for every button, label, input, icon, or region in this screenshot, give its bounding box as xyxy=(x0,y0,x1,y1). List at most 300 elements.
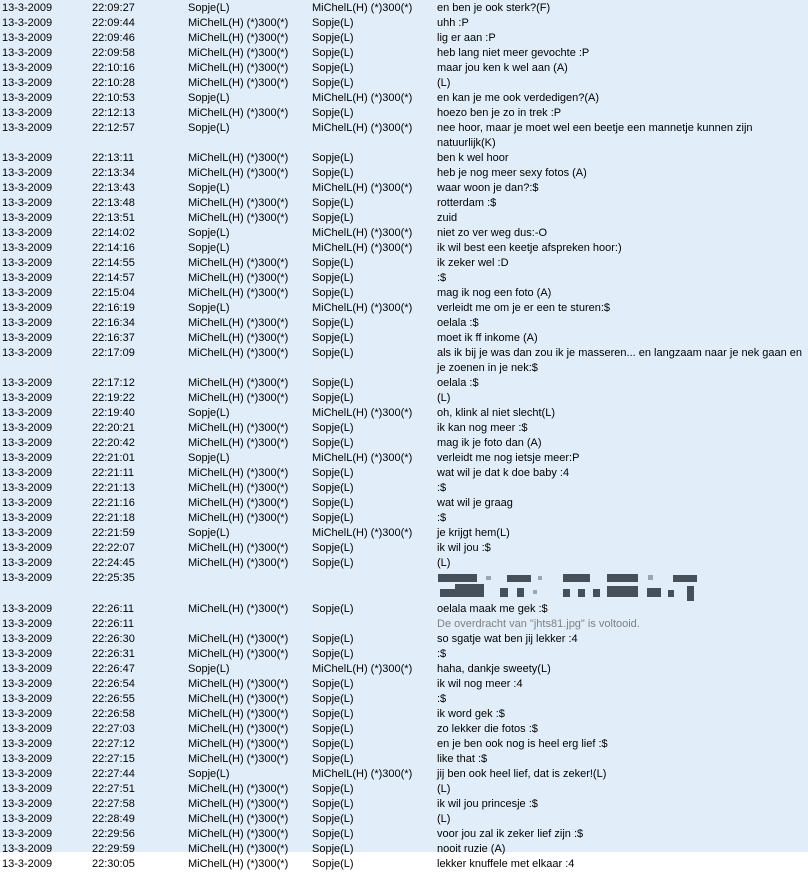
message-cell: hoezo ben je zo in trek :P xyxy=(437,107,562,119)
date-cell: 13-3-2009 xyxy=(2,317,53,329)
date-cell: 13-3-2009 xyxy=(2,512,53,524)
log-row xyxy=(0,226,808,241)
date-cell: 13-3-2009 xyxy=(2,843,53,855)
message-cell: jij ben ook heel lief, dat is zeker!(L) xyxy=(437,768,607,780)
date-cell: 13-3-2009 xyxy=(2,2,53,14)
time-cell: 22:10:16 xyxy=(92,62,135,74)
message-cell: uhh :P xyxy=(437,17,469,29)
log-row xyxy=(0,451,808,466)
date-cell: 13-3-2009 xyxy=(2,197,53,209)
receiver-cell: Sopje(L) xyxy=(312,828,354,840)
receiver-cell: Sopje(L) xyxy=(312,167,354,179)
receiver-cell: MiChelL(H) (*)300(*) xyxy=(312,2,413,14)
receiver-cell: Sopje(L) xyxy=(312,633,354,645)
date-cell: 13-3-2009 xyxy=(2,678,53,690)
log-row xyxy=(0,106,808,121)
receiver-cell: MiChelL(H) (*)300(*) xyxy=(312,302,413,314)
date-cell: 13-3-2009 xyxy=(2,182,53,194)
receiver-cell: Sopje(L) xyxy=(312,723,354,735)
date-cell: 13-3-2009 xyxy=(2,693,53,705)
receiver-cell: Sopje(L) xyxy=(312,107,354,119)
sender-cell: MiChelL(H) (*)300(*) xyxy=(188,738,289,750)
date-cell: 13-3-2009 xyxy=(2,32,53,44)
sender-cell: MiChelL(H) (*)300(*) xyxy=(188,828,289,840)
date-cell: 13-3-2009 xyxy=(2,738,53,750)
log-row xyxy=(0,121,808,151)
receiver-cell: Sopje(L) xyxy=(312,798,354,810)
chat-log-rows xyxy=(0,1,808,872)
log-row xyxy=(0,376,808,391)
sender-cell: MiChelL(H) (*)300(*) xyxy=(188,512,289,524)
time-cell: 22:14:02 xyxy=(92,227,135,239)
log-row xyxy=(0,1,808,16)
log-row xyxy=(0,211,808,226)
message-cell: en ben je ook sterk?(F) xyxy=(437,2,551,14)
log-row xyxy=(0,541,808,556)
message-cell: heb lang niet meer gevochte :P xyxy=(437,47,590,59)
log-row xyxy=(0,752,808,767)
message-cell: zuid xyxy=(437,212,458,224)
receiver-cell: Sopje(L) xyxy=(312,482,354,494)
message-cell: (L) xyxy=(437,813,451,825)
sender-cell: MiChelL(H) (*)300(*) xyxy=(188,798,289,810)
time-cell: 22:09:44 xyxy=(92,17,135,29)
time-cell: 22:13:34 xyxy=(92,167,135,179)
receiver-cell: Sopje(L) xyxy=(312,257,354,269)
receiver-cell: Sopje(L) xyxy=(312,467,354,479)
sender-cell: MiChelL(H) (*)300(*) xyxy=(188,693,289,705)
receiver-cell: Sopje(L) xyxy=(312,17,354,29)
time-cell: 22:13:51 xyxy=(92,212,135,224)
sender-cell: Sopje(L) xyxy=(188,527,230,539)
date-cell: 13-3-2009 xyxy=(2,47,53,59)
time-cell: 22:21:59 xyxy=(92,527,135,539)
time-cell: 22:15:04 xyxy=(92,287,135,299)
sender-cell: MiChelL(H) (*)300(*) xyxy=(188,347,289,359)
receiver-cell: Sopje(L) xyxy=(312,392,354,404)
sender-cell: MiChelL(H) (*)300(*) xyxy=(188,332,289,344)
message-cell: lig er aan :P xyxy=(437,32,496,44)
log-row xyxy=(0,406,808,421)
log-row xyxy=(0,677,808,692)
sender-cell: Sopje(L) xyxy=(188,407,230,419)
time-cell: 22:29:56 xyxy=(92,828,135,840)
sender-cell: MiChelL(H) (*)300(*) xyxy=(188,377,289,389)
message-cell: verleidt me nog ietsje meer:P xyxy=(437,452,580,464)
date-cell: 13-3-2009 xyxy=(2,152,53,164)
sender-cell: MiChelL(H) (*)300(*) xyxy=(188,723,289,735)
date-cell: 13-3-2009 xyxy=(2,603,53,615)
time-cell: 22:16:37 xyxy=(92,332,135,344)
sender-cell: Sopje(L) xyxy=(188,452,230,464)
receiver-cell: Sopje(L) xyxy=(312,542,354,554)
log-row xyxy=(0,692,808,707)
message-cell: oelala :$ xyxy=(437,317,479,329)
receiver-cell: Sopje(L) xyxy=(312,858,354,870)
date-cell: 13-3-2009 xyxy=(2,332,53,344)
time-cell: 22:10:53 xyxy=(92,92,135,104)
sender-cell: Sopje(L) xyxy=(188,92,230,104)
date-cell: 13-3-2009 xyxy=(2,122,53,134)
message-cell: (L) xyxy=(437,783,451,795)
log-row xyxy=(0,857,808,872)
time-cell: 22:27:03 xyxy=(92,723,135,735)
log-row xyxy=(0,797,808,812)
date-cell: 13-3-2009 xyxy=(2,798,53,810)
date-cell: 13-3-2009 xyxy=(2,542,53,554)
sender-cell: MiChelL(H) (*)300(*) xyxy=(188,17,289,29)
log-row xyxy=(0,421,808,436)
date-cell: 13-3-2009 xyxy=(2,392,53,404)
log-row xyxy=(0,331,808,346)
message-cell: ik wil jou :$ xyxy=(437,542,491,554)
sender-cell: MiChelL(H) (*)300(*) xyxy=(188,212,289,224)
date-cell: 13-3-2009 xyxy=(2,663,53,675)
message-cell: :$ xyxy=(437,648,447,660)
message-cell: ik zeker wel :D xyxy=(437,257,509,269)
date-cell: 13-3-2009 xyxy=(2,257,53,269)
receiver-cell: Sopje(L) xyxy=(312,287,354,299)
date-cell: 13-3-2009 xyxy=(2,377,53,389)
log-row xyxy=(0,737,808,752)
receiver-cell: Sopje(L) xyxy=(312,332,354,344)
message-cell: (L) xyxy=(437,557,451,569)
log-row xyxy=(0,151,808,166)
time-cell: 22:09:46 xyxy=(92,32,135,44)
log-row xyxy=(0,617,808,632)
receiver-cell: Sopje(L) xyxy=(312,738,354,750)
sender-cell: MiChelL(H) (*)300(*) xyxy=(188,648,289,660)
message-cell: zo lekker die fotos :$ xyxy=(437,723,538,735)
receiver-cell: Sopje(L) xyxy=(312,212,354,224)
time-cell: 22:26:54 xyxy=(92,678,135,690)
log-row xyxy=(0,647,808,662)
log-row xyxy=(0,571,808,602)
date-cell: 13-3-2009 xyxy=(2,227,53,239)
log-row xyxy=(0,301,808,316)
message-cell: rotterdam :$ xyxy=(437,197,497,209)
receiver-cell: MiChelL(H) (*)300(*) xyxy=(312,227,413,239)
log-row xyxy=(0,31,808,46)
date-cell: 13-3-2009 xyxy=(2,527,53,539)
sender-cell: Sopje(L) xyxy=(188,768,230,780)
sender-cell: Sopje(L) xyxy=(188,2,230,14)
sender-cell: MiChelL(H) (*)300(*) xyxy=(188,603,289,615)
time-cell: 22:26:31 xyxy=(92,648,135,660)
log-row xyxy=(0,481,808,496)
log-row xyxy=(0,722,808,737)
time-cell: 22:13:11 xyxy=(92,152,135,164)
message-cell: oelala :$ xyxy=(437,377,479,389)
date-cell: 13-3-2009 xyxy=(2,708,53,720)
receiver-cell: Sopje(L) xyxy=(312,603,354,615)
log-row xyxy=(0,391,808,406)
receiver-cell: Sopje(L) xyxy=(312,62,354,74)
time-cell: 22:20:21 xyxy=(92,422,135,434)
sender-cell: MiChelL(H) (*)300(*) xyxy=(188,633,289,645)
date-cell: 13-3-2009 xyxy=(2,287,53,299)
sender-cell: Sopje(L) xyxy=(188,182,230,194)
receiver-cell: Sopje(L) xyxy=(312,47,354,59)
log-row xyxy=(0,196,808,211)
date-cell: 13-3-2009 xyxy=(2,497,53,509)
receiver-cell: Sopje(L) xyxy=(312,708,354,720)
log-row xyxy=(0,16,808,31)
receiver-cell: Sopje(L) xyxy=(312,813,354,825)
sender-cell: MiChelL(H) (*)300(*) xyxy=(188,257,289,269)
time-cell: 22:21:16 xyxy=(92,497,135,509)
time-cell: 22:26:11 xyxy=(92,618,135,630)
message-cell: ik wil best een keetje afspreken hoor:) xyxy=(437,242,622,254)
receiver-cell: Sopje(L) xyxy=(312,317,354,329)
message-cell: ik wil jou princesje :$ xyxy=(437,798,538,810)
time-cell: 22:17:09 xyxy=(92,347,135,359)
sender-cell: MiChelL(H) (*)300(*) xyxy=(188,317,289,329)
message-cell: (L) xyxy=(437,392,451,404)
log-row xyxy=(0,91,808,106)
message-cell: waar woon je dan?:$ xyxy=(437,182,539,194)
time-cell: 22:13:43 xyxy=(92,182,135,194)
time-cell: 22:09:58 xyxy=(92,47,135,59)
time-cell: 22:22:07 xyxy=(92,542,135,554)
sender-cell: MiChelL(H) (*)300(*) xyxy=(188,437,289,449)
message-cell: ik wil nog meer :4 xyxy=(437,678,523,690)
date-cell: 13-3-2009 xyxy=(2,648,53,660)
sender-cell: MiChelL(H) (*)300(*) xyxy=(188,32,289,44)
message-cell: lekker knuffele met elkaar :4 xyxy=(437,858,575,870)
message-cell: ik kan nog meer :$ xyxy=(437,422,528,434)
date-cell: 13-3-2009 xyxy=(2,783,53,795)
message-cell: als ik bij je was dan zou ik je masseren... en langzaam naar je nek gaan en je zoenen in je nek:$ xyxy=(437,347,803,374)
sender-cell: Sopje(L) xyxy=(188,122,230,134)
date-cell: 13-3-2009 xyxy=(2,272,53,284)
receiver-cell: Sopje(L) xyxy=(312,557,354,569)
sender-cell: MiChelL(H) (*)300(*) xyxy=(188,708,289,720)
log-row xyxy=(0,61,808,76)
message-cell: :$ xyxy=(437,693,447,705)
time-cell: 22:21:18 xyxy=(92,512,135,524)
time-cell: 22:26:30 xyxy=(92,633,135,645)
time-cell: 22:16:34 xyxy=(92,317,135,329)
log-row xyxy=(0,782,808,797)
message-cell: je krijgt hem(L) xyxy=(437,527,510,539)
log-row xyxy=(0,602,808,617)
message-cell: (L) xyxy=(437,77,451,89)
time-cell: 22:21:11 xyxy=(92,467,135,479)
message-cell: :$ xyxy=(437,272,447,284)
receiver-cell: Sopje(L) xyxy=(312,152,354,164)
sender-cell: MiChelL(H) (*)300(*) xyxy=(188,422,289,434)
receiver-cell: Sopje(L) xyxy=(312,678,354,690)
receiver-cell: MiChelL(H) (*)300(*) xyxy=(312,182,413,194)
receiver-cell: MiChelL(H) (*)300(*) xyxy=(312,527,413,539)
receiver-cell: Sopje(L) xyxy=(312,783,354,795)
message-cell: like that :$ xyxy=(437,753,488,765)
date-cell: 13-3-2009 xyxy=(2,572,53,584)
sender-cell: MiChelL(H) (*)300(*) xyxy=(188,843,289,855)
date-cell: 13-3-2009 xyxy=(2,633,53,645)
date-cell: 13-3-2009 xyxy=(2,302,53,314)
time-cell: 22:30:05 xyxy=(92,858,135,870)
date-cell: 13-3-2009 xyxy=(2,753,53,765)
time-cell: 22:14:55 xyxy=(92,257,135,269)
time-cell: 22:21:13 xyxy=(92,482,135,494)
message-cell: en kan je me ook verdedigen?(A) xyxy=(437,92,600,104)
message-cell: nee hoor, maar je moet wel een beetje een mannetje kunnen zijn natuurlijk(K) xyxy=(437,122,753,149)
sender-cell: MiChelL(H) (*)300(*) xyxy=(188,107,289,119)
receiver-cell: Sopje(L) xyxy=(312,843,354,855)
log-row xyxy=(0,286,808,301)
time-cell: 22:25:35 xyxy=(92,572,135,584)
sender-cell: MiChelL(H) (*)300(*) xyxy=(188,272,289,284)
receiver-cell: MiChelL(H) (*)300(*) xyxy=(312,768,413,780)
time-cell: 22:17:12 xyxy=(92,377,135,389)
date-cell: 13-3-2009 xyxy=(2,437,53,449)
time-cell: 22:24:45 xyxy=(92,557,135,569)
sender-cell: MiChelL(H) (*)300(*) xyxy=(188,753,289,765)
date-cell: 13-3-2009 xyxy=(2,723,53,735)
log-row xyxy=(0,466,808,481)
log-row xyxy=(0,166,808,181)
log-row xyxy=(0,316,808,331)
time-cell: 22:13:48 xyxy=(92,197,135,209)
message-cell: nooit ruzie (A) xyxy=(437,843,506,855)
date-cell: 13-3-2009 xyxy=(2,618,53,630)
receiver-cell: Sopje(L) xyxy=(312,648,354,660)
time-cell: 22:14:16 xyxy=(92,242,135,254)
log-row xyxy=(0,556,808,571)
time-cell: 22:26:55 xyxy=(92,693,135,705)
date-cell: 13-3-2009 xyxy=(2,858,53,870)
time-cell: 22:10:28 xyxy=(92,77,135,89)
log-row xyxy=(0,662,808,677)
sender-cell: MiChelL(H) (*)300(*) xyxy=(188,542,289,554)
time-cell: 22:26:47 xyxy=(92,663,135,675)
receiver-cell: Sopje(L) xyxy=(312,497,354,509)
sender-cell: MiChelL(H) (*)300(*) xyxy=(188,392,289,404)
log-row xyxy=(0,496,808,511)
message-cell xyxy=(437,571,808,602)
receiver-cell: MiChelL(H) (*)300(*) xyxy=(312,122,413,134)
receiver-cell: Sopje(L) xyxy=(312,437,354,449)
date-cell: 13-3-2009 xyxy=(2,813,53,825)
sender-cell: Sopje(L) xyxy=(188,663,230,675)
system-message-cell: De overdracht van "jhts81.jpg" is voltooid. xyxy=(437,618,640,630)
sender-cell: MiChelL(H) (*)300(*) xyxy=(188,678,289,690)
date-cell: 13-3-2009 xyxy=(2,452,53,464)
date-cell: 13-3-2009 xyxy=(2,347,53,359)
log-row xyxy=(0,241,808,256)
message-cell: so sgatje wat ben jij lekker :4 xyxy=(437,633,578,645)
message-cell: oh, klink al niet slecht(L) xyxy=(437,407,555,419)
log-row xyxy=(0,767,808,782)
sender-cell: MiChelL(H) (*)300(*) xyxy=(188,482,289,494)
sender-cell: MiChelL(H) (*)300(*) xyxy=(188,77,289,89)
log-row xyxy=(0,346,808,376)
time-cell: 22:09:27 xyxy=(92,2,135,14)
message-cell: :$ xyxy=(437,512,447,524)
receiver-cell: MiChelL(H) (*)300(*) xyxy=(312,92,413,104)
sender-cell: MiChelL(H) (*)300(*) xyxy=(188,497,289,509)
date-cell: 13-3-2009 xyxy=(2,482,53,494)
date-cell: 13-3-2009 xyxy=(2,768,53,780)
time-cell: 22:28:49 xyxy=(92,813,135,825)
receiver-cell: Sopje(L) xyxy=(312,347,354,359)
time-cell: 22:27:51 xyxy=(92,783,135,795)
sender-cell: MiChelL(H) (*)300(*) xyxy=(188,813,289,825)
time-cell: 22:27:44 xyxy=(92,768,135,780)
date-cell: 13-3-2009 xyxy=(2,557,53,569)
sender-cell: Sopje(L) xyxy=(188,227,230,239)
receiver-cell: Sopje(L) xyxy=(312,197,354,209)
receiver-cell: MiChelL(H) (*)300(*) xyxy=(312,242,413,254)
date-cell: 13-3-2009 xyxy=(2,212,53,224)
message-cell: :$ xyxy=(437,482,447,494)
sender-cell: MiChelL(H) (*)300(*) xyxy=(188,287,289,299)
log-row xyxy=(0,526,808,541)
time-cell: 22:21:01 xyxy=(92,452,135,464)
sender-cell: MiChelL(H) (*)300(*) xyxy=(188,152,289,164)
sender-cell: Sopje(L) xyxy=(188,242,230,254)
date-cell: 13-3-2009 xyxy=(2,407,53,419)
log-row xyxy=(0,181,808,196)
receiver-cell: Sopje(L) xyxy=(312,77,354,89)
log-row xyxy=(0,271,808,286)
message-cell: mag ik nog een foto (A) xyxy=(437,287,552,299)
sender-cell: MiChelL(H) (*)300(*) xyxy=(188,783,289,795)
message-cell: mag ik je foto dan (A) xyxy=(437,437,542,449)
receiver-cell: Sopje(L) xyxy=(312,512,354,524)
receiver-cell: Sopje(L) xyxy=(312,693,354,705)
message-cell: niet zo ver weg dus:-O xyxy=(437,227,548,239)
log-row xyxy=(0,632,808,647)
receiver-cell: Sopje(L) xyxy=(312,753,354,765)
message-cell: ik word gek :$ xyxy=(437,708,505,720)
log-row xyxy=(0,436,808,451)
sender-cell: MiChelL(H) (*)300(*) xyxy=(188,467,289,479)
time-cell: 22:20:42 xyxy=(92,437,135,449)
log-row xyxy=(0,46,808,61)
redacted-content xyxy=(437,572,717,602)
date-cell: 13-3-2009 xyxy=(2,467,53,479)
message-cell: wat wil je graag xyxy=(437,497,513,509)
date-cell: 13-3-2009 xyxy=(2,242,53,254)
time-cell: 22:26:58 xyxy=(92,708,135,720)
receiver-cell: Sopje(L) xyxy=(312,32,354,44)
sender-cell: MiChelL(H) (*)300(*) xyxy=(188,62,289,74)
time-cell: 22:12:57 xyxy=(92,122,135,134)
time-cell: 22:27:58 xyxy=(92,798,135,810)
log-row xyxy=(0,842,808,857)
receiver-cell: Sopje(L) xyxy=(312,422,354,434)
date-cell: 13-3-2009 xyxy=(2,422,53,434)
receiver-cell: MiChelL(H) (*)300(*) xyxy=(312,663,413,675)
time-cell: 22:27:15 xyxy=(92,753,135,765)
message-cell: voor jou zal ik zeker lief zijn :$ xyxy=(437,828,584,840)
receiver-cell: Sopje(L) xyxy=(312,377,354,389)
log-row xyxy=(0,76,808,91)
sender-cell: MiChelL(H) (*)300(*) xyxy=(188,167,289,179)
message-cell: moet ik ff inkome (A) xyxy=(437,332,538,344)
sender-cell: MiChelL(H) (*)300(*) xyxy=(188,47,289,59)
log-row xyxy=(0,812,808,827)
sender-cell: MiChelL(H) (*)300(*) xyxy=(188,858,289,870)
log-row xyxy=(0,256,808,271)
sender-cell: MiChelL(H) (*)300(*) xyxy=(188,557,289,569)
date-cell: 13-3-2009 xyxy=(2,92,53,104)
date-cell: 13-3-2009 xyxy=(2,17,53,29)
date-cell: 13-3-2009 xyxy=(2,77,53,89)
